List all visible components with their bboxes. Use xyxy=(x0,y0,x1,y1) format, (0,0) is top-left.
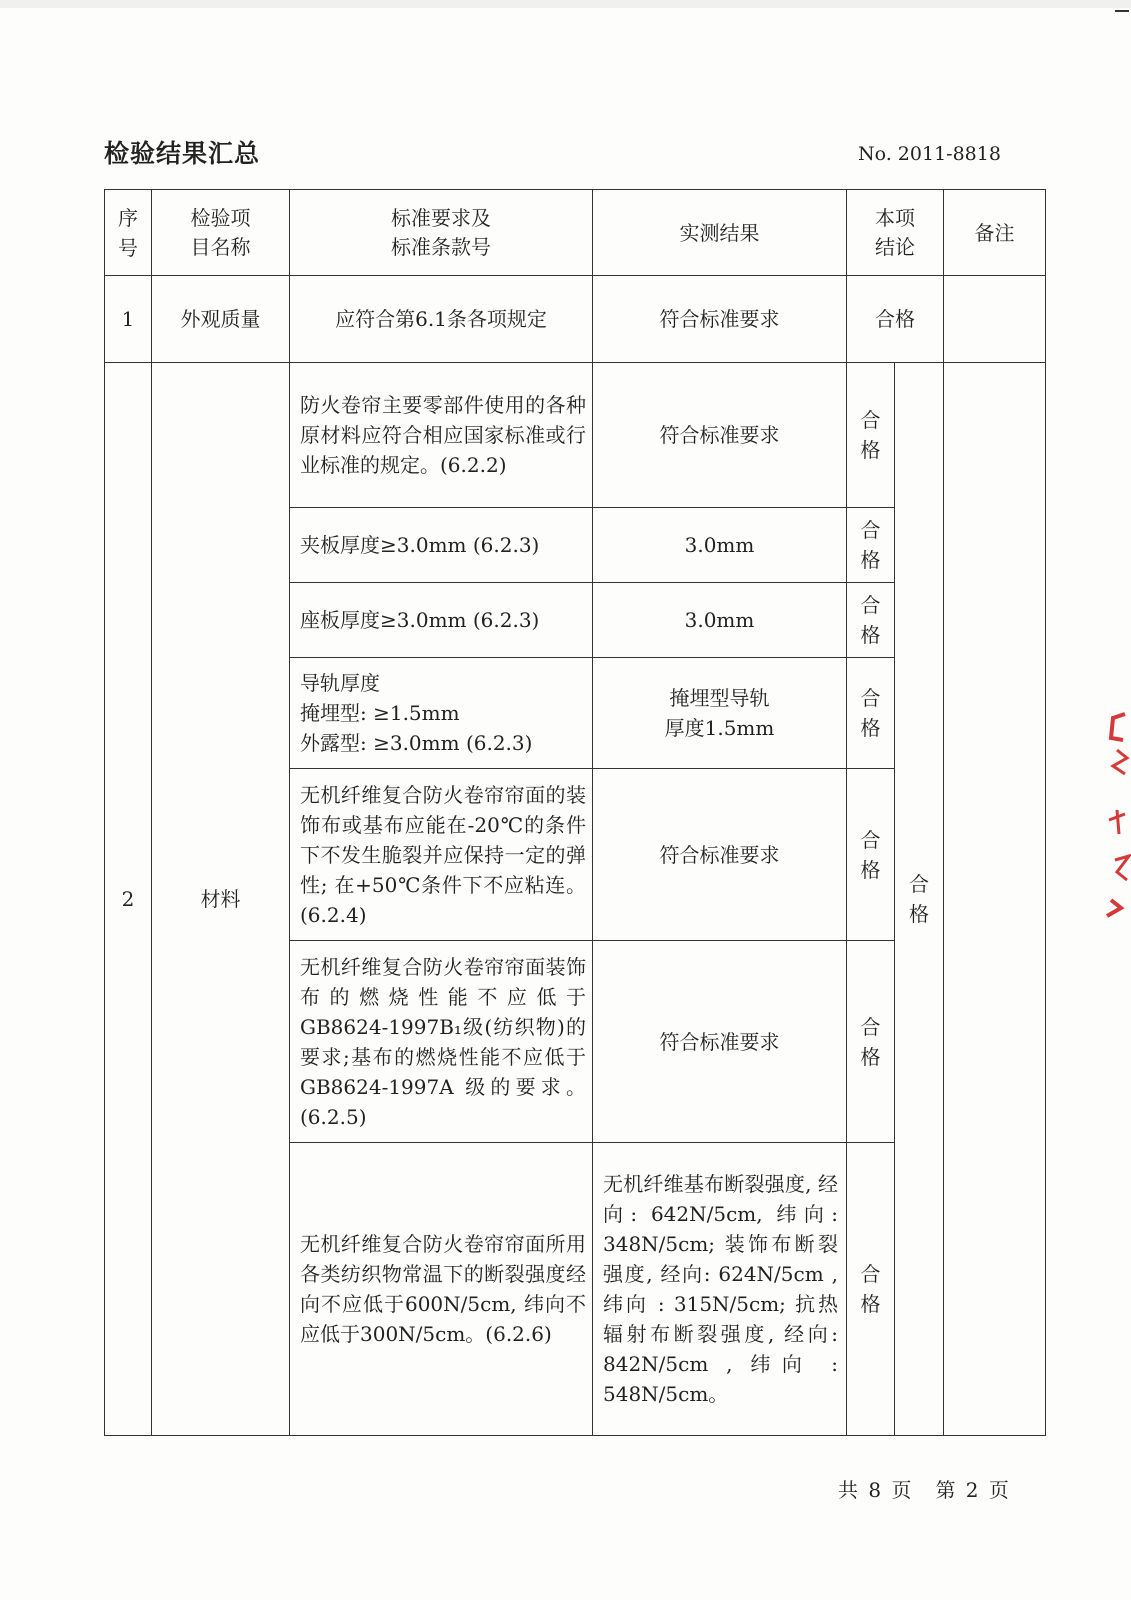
row2-overall-conclusion xyxy=(895,363,944,1436)
total-pages: 共 8 页 xyxy=(838,1478,914,1502)
row2-result: 掩埋型导轨 厚度1.5mm xyxy=(593,658,847,769)
row2-result: 3.0mm xyxy=(593,583,847,658)
row2-conclusion xyxy=(847,658,895,769)
row1-no: 1 xyxy=(105,276,152,363)
row2-item: 材料 xyxy=(152,363,290,1436)
row2-conclusion xyxy=(847,363,895,508)
row1-item: 外观质量 xyxy=(152,276,290,363)
header-no-line2: 号 xyxy=(118,235,138,260)
page-title: 检验结果汇总 xyxy=(104,139,261,168)
conclusion-text: 合 格 xyxy=(860,593,881,647)
conclusion-text: 合 格 xyxy=(860,1014,881,1069)
row2-requirement: 夹板厚度≥3.0mm (6.2.3) xyxy=(290,508,593,583)
header-item-line2: 目名称 xyxy=(190,234,251,259)
row2-no: 2 xyxy=(105,363,152,1436)
header-no xyxy=(105,190,152,276)
header-requirement xyxy=(290,190,593,276)
row2-requirement: 无机纤维复合防火卷帘帘面的装饰布或基布应能在-20℃的条件下不发生脆裂并应保持一定的弹性; 在+50℃条件下不应粘连。(6.2.4) xyxy=(290,769,593,941)
conclusion-text: 合 格 xyxy=(860,518,881,572)
conclusion-text: 合 格 xyxy=(909,872,929,926)
row2-requirement: 无机纤维复合防火卷帘帘面所用各类纺织物常温下的断裂强度经向不应低于600N/5cm, 纬向不应低于300N/5cm。(6.2.6) xyxy=(290,1143,593,1436)
results-table xyxy=(104,189,1046,1436)
row1-requirement: 应符合第6.1条各项规定 xyxy=(290,276,593,363)
seal-stroke xyxy=(1109,810,1125,834)
table-row xyxy=(105,363,1046,508)
header-result: 实测结果 xyxy=(593,190,847,276)
conclusion-text: 合 格 xyxy=(860,686,881,740)
row2-conclusion xyxy=(847,583,895,658)
header-conclusion-line2: 结论 xyxy=(875,234,915,259)
header-requirement-line1: 标准要求及 xyxy=(391,205,491,230)
row2-requirement: 座板厚度≥3.0mm (6.2.3) xyxy=(290,583,593,658)
header-no-line1: 序 xyxy=(118,205,138,230)
conclusion-text: 合 格 xyxy=(860,827,881,882)
page-footer xyxy=(838,1474,1033,1503)
row2-requirement: 防火卷帘主要零部件使用的各种原材料应符合相应国家标准或行业标准的规定。(6.2.2) xyxy=(290,363,593,508)
conclusion-text: 合 格 xyxy=(860,408,881,462)
row2-result: 3.0mm xyxy=(593,508,847,583)
row2-conclusion xyxy=(847,1143,895,1436)
header-remark: 备注 xyxy=(944,190,1046,276)
current-page: 第 2 页 xyxy=(935,1478,1011,1502)
scan-corner-mark xyxy=(1115,10,1129,12)
row1-conclusion: 合格 xyxy=(847,276,944,363)
table-header-row xyxy=(105,190,1046,276)
table-row xyxy=(105,276,1046,363)
row2-requirement: 导轨厚度 掩埋型: ≥1.5mm 外露型: ≥3.0mm (6.2.3) xyxy=(290,658,593,769)
header-conclusion-line1: 本项 xyxy=(875,205,915,230)
row2-result: 符合标准要求 xyxy=(593,941,847,1143)
seal-stroke xyxy=(1107,900,1121,916)
header-conclusion xyxy=(847,190,944,276)
row2-remark xyxy=(944,363,1046,1436)
row2-result: 符合标准要求 xyxy=(593,769,847,941)
scan-top-edge xyxy=(0,0,1131,8)
row2-conclusion xyxy=(847,769,895,941)
report-number: No. 2011-8818 xyxy=(858,143,1001,165)
seal-stamp-graphic xyxy=(1095,710,1131,930)
seal-stroke xyxy=(1111,714,1125,740)
row1-remark xyxy=(944,276,1046,363)
row1-result: 符合标准要求 xyxy=(593,276,847,363)
seal-stroke xyxy=(1113,750,1127,774)
row2-result: 符合标准要求 xyxy=(593,363,847,508)
row2-requirement: 无机纤维复合防火卷帘帘面装饰布的燃烧性能不应低于GB8624-1997B₁级(纺织物)的要求;基布的燃烧性能不应低于 GB8624-1997A 级的要求。(6.2.5) xyxy=(290,941,593,1143)
row2-conclusion xyxy=(847,941,895,1143)
official-seal-stamp xyxy=(1095,710,1131,930)
row2-conclusion xyxy=(847,508,895,583)
header-item xyxy=(152,190,290,276)
conclusion-text: 合 格 xyxy=(860,1262,881,1316)
header-item-line1: 检验项 xyxy=(190,205,251,230)
header-requirement-line2: 标准条款号 xyxy=(391,234,491,259)
row2-result: 无机纤维基布断裂强度, 经向: 642N/5cm, 纬向: 348N/5cm; 装饰布断裂强度, 经向: 624N/5cm , 纬向 : 315N/5cm; 抗热辐射布断裂强度, 经向: 842N/5cm , 纬向 : 548N/5cm。 xyxy=(593,1143,847,1436)
seal-stroke xyxy=(1115,856,1129,880)
